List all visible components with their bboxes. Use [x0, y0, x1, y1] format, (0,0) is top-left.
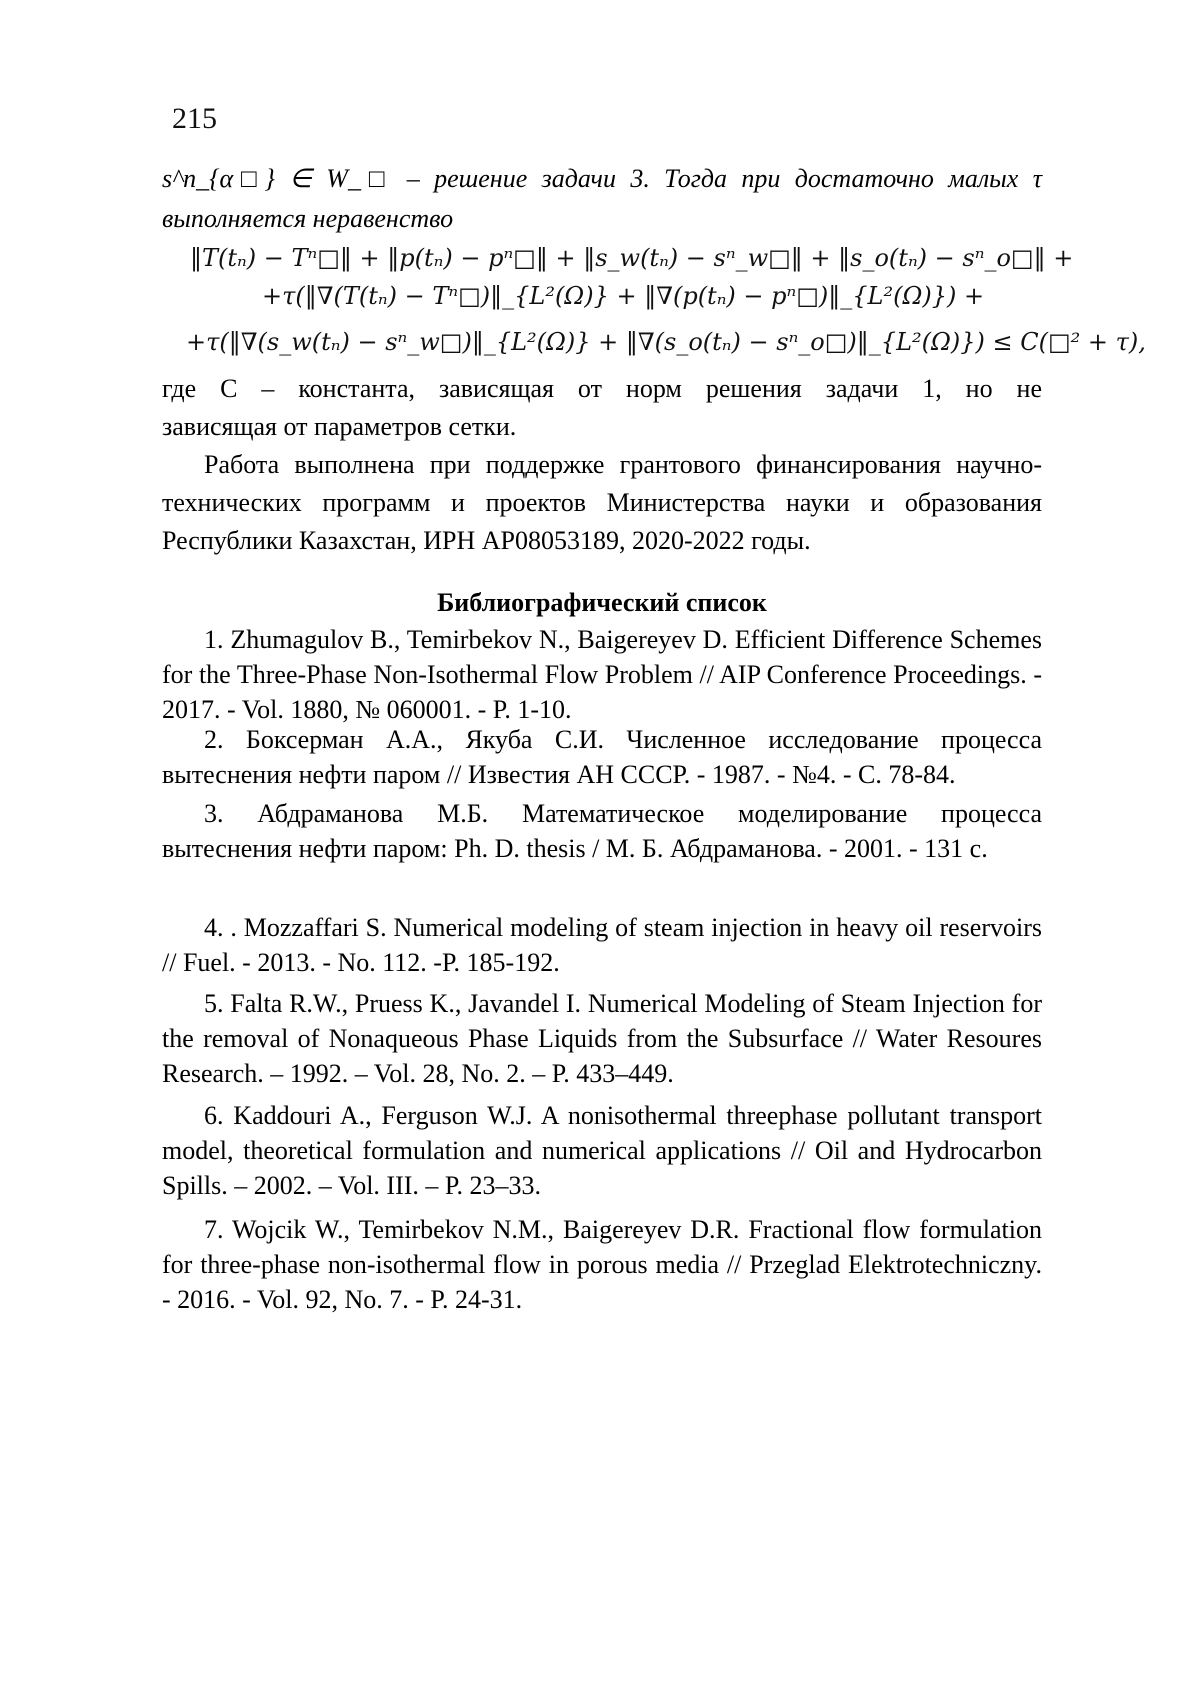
- reference-1: 1. Zhumagulov B., Temirbekov N., Baigereyev D. Efficient Difference Schemes for the Three-Phase Non-Isothermal Flow Problem // AIP Conference Proceedings. - 2017. - Vol. 1880, № 060001. - P. 1-10.: [162, 625, 1042, 724]
- equation-line-3: +τ(‖∇(s_w(tₙ) − sⁿ_w□)‖_{L²(Ω)} + ‖∇(s_o(tₙ) − sⁿ_o□)‖_{L²(Ω)}) ≤ C(□² + τ),: [186, 328, 1146, 356]
- page-number: 215: [172, 102, 217, 135]
- where-line-1: где C – константа, зависящая от норм решения задачи 1, но не: [162, 374, 1042, 403]
- reference-5: 5. Falta R.W., Pruess K., Javandel I. Numerical Modeling of Steam Injection for the removal of Nonaqueous Phase Liquids from the Subsurface // Water Resoures Research. – 1992. – Vol. 28, No. 2. – P. 433–449.: [162, 989, 1042, 1088]
- theorem-line-2: выполняется неравенство: [162, 204, 454, 233]
- reference-6: 6. Kaddouri A., Ferguson W.J. A nonisothermal threephase pollutant transport model, theoretical formulation and numerical applications // Oil and Hydrocarbon Spills. – 2002. – Vol. III. – P. 23–33.: [162, 1101, 1042, 1200]
- bibliography-heading: Библиографический список: [437, 588, 767, 617]
- reference-3: 3. Абдраманова М.Б. Математическое моделирование процесса вытеснения нефти паром: Ph. D. thesis / М. Б. Абдраманова. - 2001. - 131 с.: [162, 799, 1042, 863]
- equation-line-2: +τ(‖∇(T(tₙ) − Tⁿ□)‖_{L²(Ω)} + ‖∇(p(tₙ) − pⁿ□)‖_{L²(Ω)}) +: [262, 282, 985, 310]
- theorem-line-1: s^n_{α□} ∈ W_□ – решение задачи 3. Тогда при достаточно малых τ: [162, 164, 1042, 193]
- reference-4: 4. . Mozzaffari S. Numerical modeling of steam injection in heavy oil reservoirs // Fuel. - 2013. - No. 112. -P. 185-192.: [162, 913, 1042, 977]
- equation-line-1: ‖T(tₙ) − Tⁿ□‖ + ‖p(tₙ) − pⁿ□‖ + ‖s_w(tₙ) − sⁿ_w□‖ + ‖s_o(tₙ) − sⁿ_o□‖ +: [190, 244, 1074, 272]
- reference-7: 7. Wojcik W., Temirbekov N.M., Baigereyev D.R. Fractional flow formulation for three-phase non-isothermal flow in porous media // Przeglad Elektrotechniczny. - 2016. - Vol. 92, No. 7. - P. 24-31.: [162, 1215, 1042, 1314]
- reference-2: 2. Боксерман А.А., Якуба С.И. Численное исследование процесса вытеснения нефти паром // Известия АН СССР. - 1987. - №4. - С. 78-84.: [162, 725, 1042, 789]
- where-line-2: зависящая от параметров сетки.: [162, 412, 517, 441]
- acknowledgement: Работа выполнена при поддержке грантового финансирования научно-технических программ и проектов Министерства науки и образования Республики Казахстан, ИРН AP08053189, 2020-2022 годы.: [162, 450, 1042, 555]
